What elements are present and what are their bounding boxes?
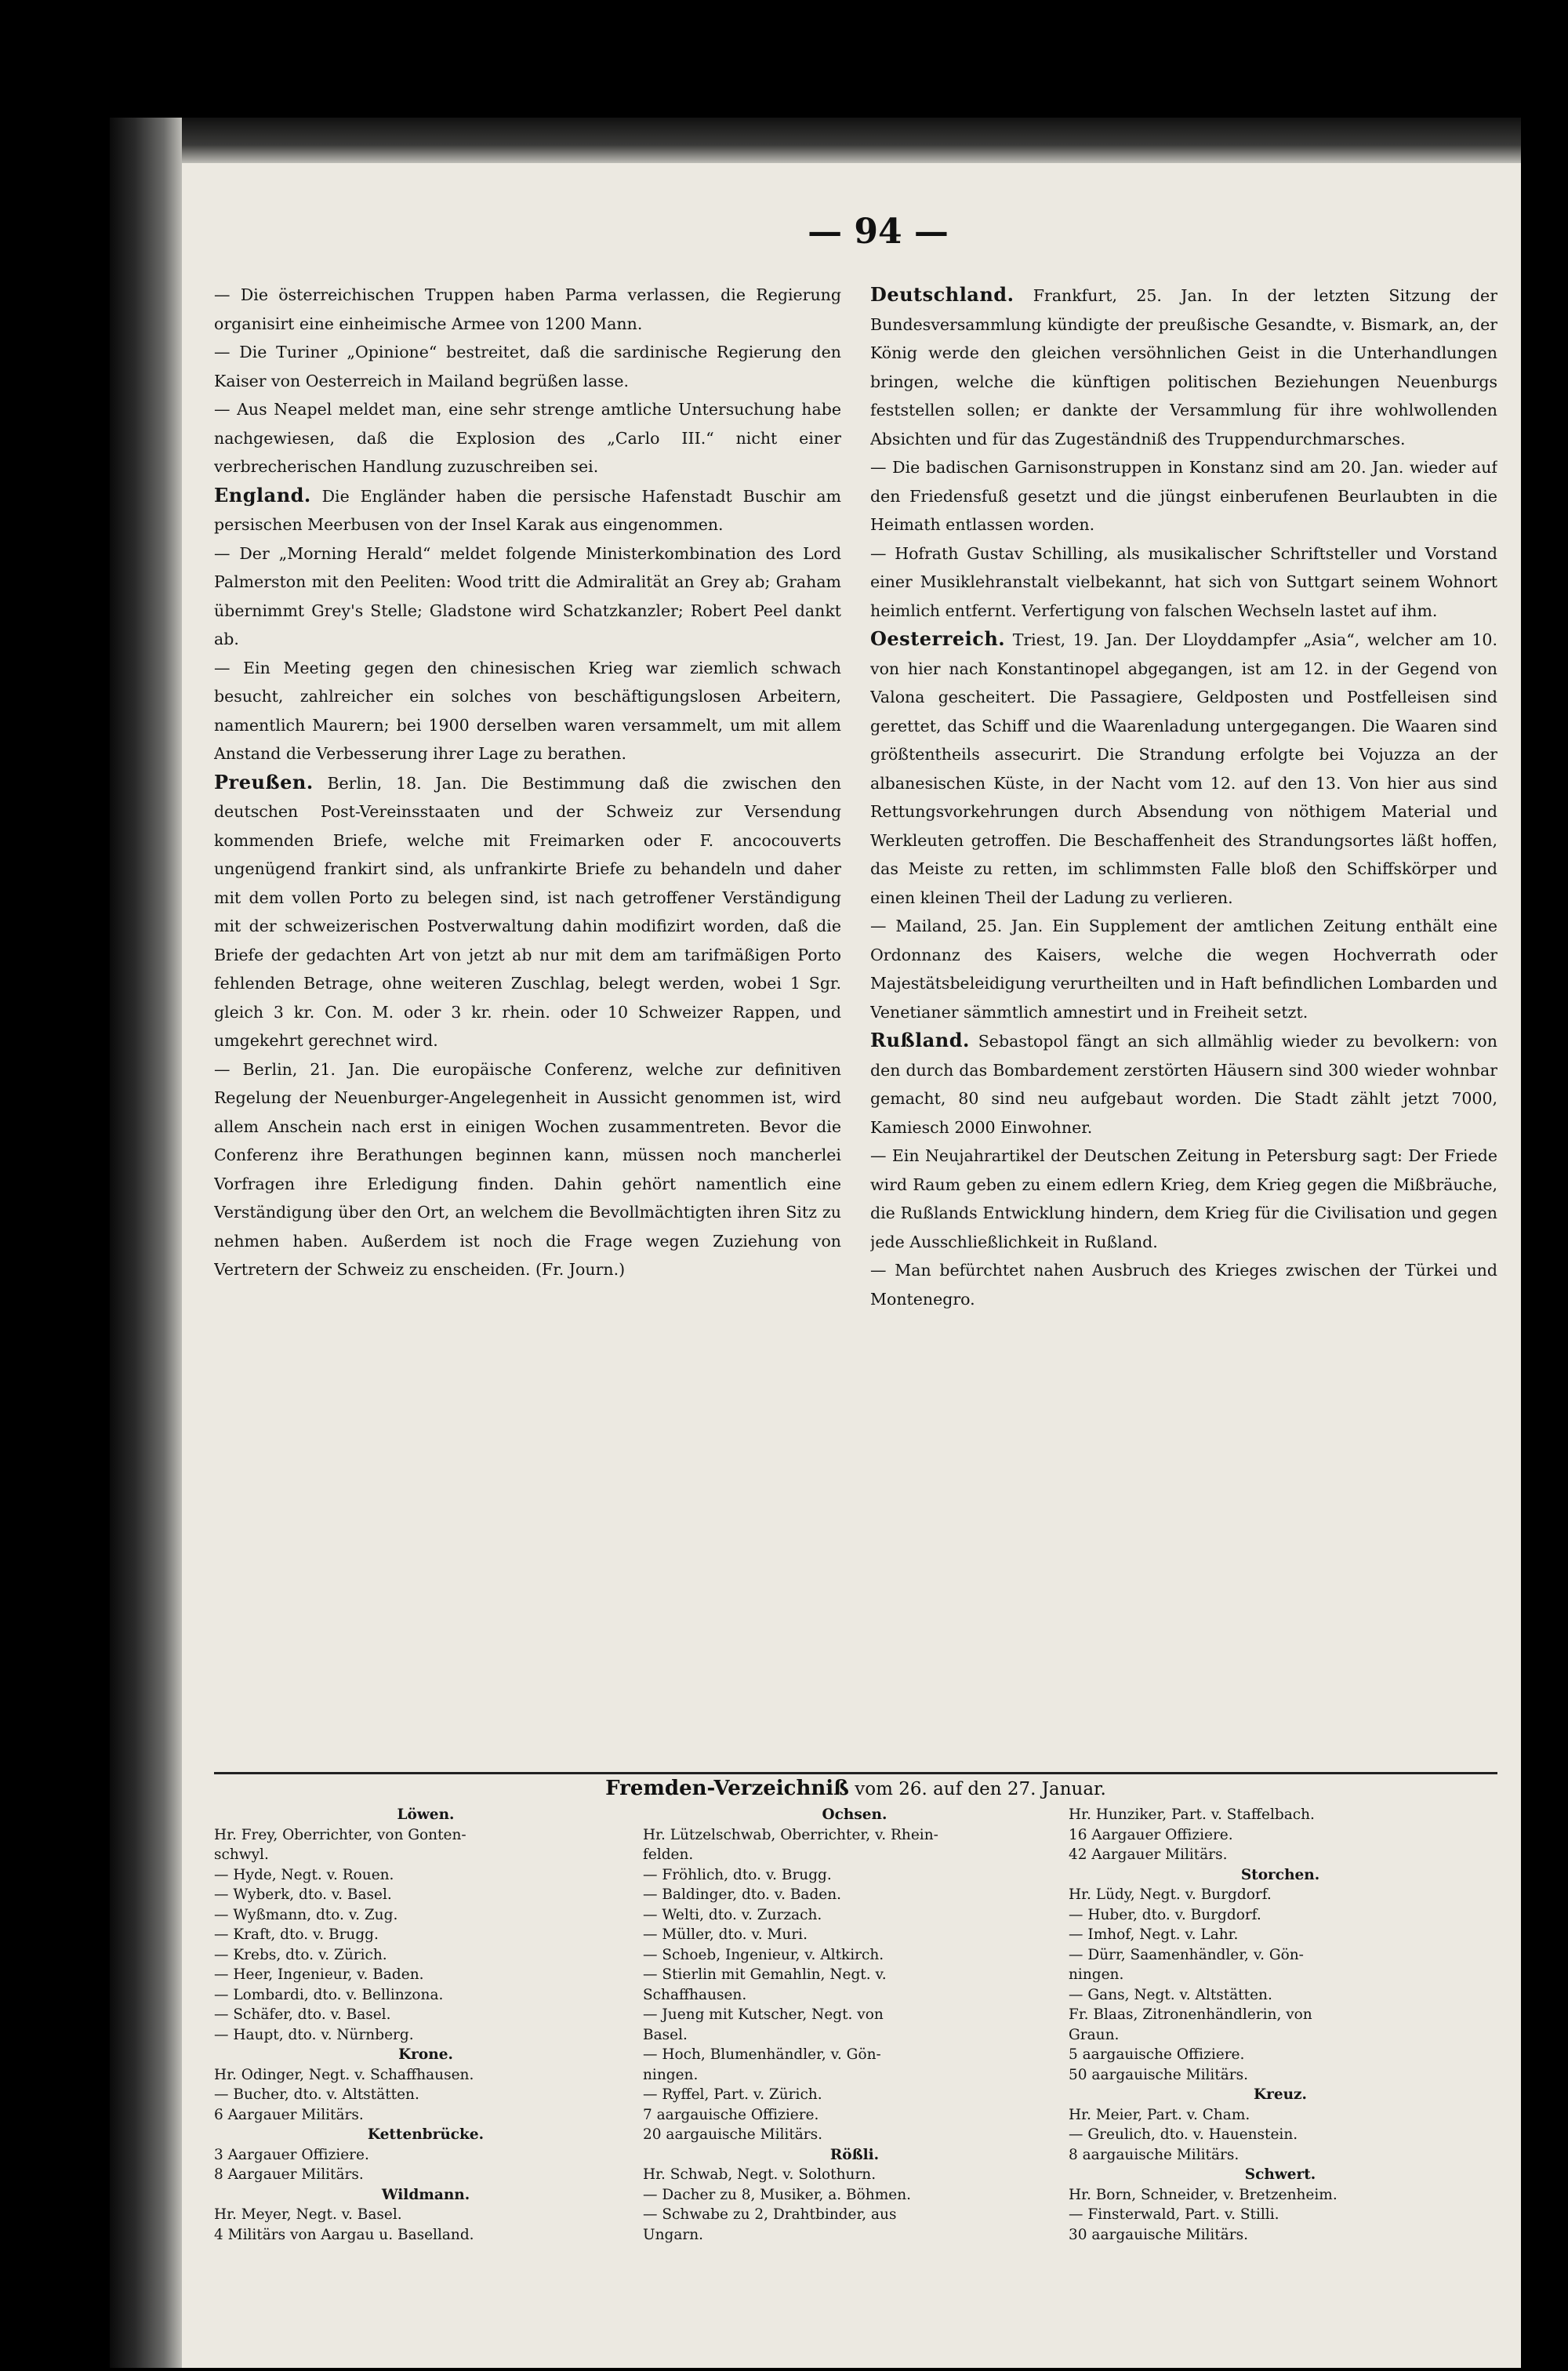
hotel-name: Wildmann.	[381, 2186, 470, 2203]
article-paragraph	[870, 453, 1497, 539]
guest-entry: — Imhof, Negt. v. Lahr.	[1069, 1926, 1239, 1943]
guest-entry: Hr. Meyer, Negt. v. Basel.	[214, 2206, 402, 2223]
guest-entry: — Dürr, Saamenhändler, v. Gön-	[1069, 1946, 1304, 1963]
paragraph-text: — Mailand, 25. Jan. Ein Supplement der amtlichen Zeitung enthält eine Ordonnanz des Kaisers, welche die wegen Hochverrath oder Majestätsbeleidigung verurtheilten und in Haft befindlichen Lombarden und Venetianer sämmtlich amnestirt und in Freiheit setzt.	[870, 917, 1497, 1022]
paragraph-text: — Ein Neujahrartikel der Deutschen Zeitung in Petersburg sagt: Der Friede wird Raum geben zu einem edlern Krieg, dem Krieg gegen die Mißbräuche, die Rußlands Entwicklung hindern, dem Krieg für die Civilisation und gegen jede Ausschließlichkeit in Rußland.	[870, 1146, 1497, 1251]
guest-entry: — Welti, dto. v. Zurzach.	[643, 1906, 822, 1923]
section-heading: Oesterreich.	[870, 627, 1006, 650]
guest-entry: ningen.	[1069, 1966, 1124, 1983]
guest-entry: — Kraft, dto. v. Brugg.	[214, 1926, 379, 1943]
book-spine-shadow	[110, 118, 182, 2368]
guest-entry: — Fröhlich, dto. v. Brugg.	[643, 1866, 832, 1883]
guest-entry: schwyl.	[214, 1846, 269, 1863]
hotel-name: Kettenbrücke.	[367, 2126, 485, 2143]
paragraph-text: — Man befürchtet nahen Ausbruch des Krieges zwischen der Türkei und Montenegro.	[870, 1261, 1497, 1309]
guest-entry: 4 Militärs von Aargau u. Baselland.	[214, 2226, 474, 2243]
guest-entry: — Hyde, Negt. v. Rouen.	[214, 1866, 394, 1883]
paragraph-text: Triest, 19. Jan. Der Lloyddampfer „Asia“, welcher am 10. von hier nach Konstantinopel abgegangen, ist am 12. in der Gegend von Valona gescheitert. Die Passagiere, Geldposten und Postfelleisen sind gerettet, das Schiff und die Waarenladung untergegangen. Die Waaren sind größtentheils assecurirt. Die Strandung erfolgte bei Vojuzza an der albanesischen Küste, in der Nacht vom 12. auf den 13. Von hier aus sind Rettungsvorkehrungen durch Absendung von nöthigem Material und Werkleuten getroffen. Die Beschaffenheit des Strandungsortes läßt hoffen, das Meiste zu retten, im schlimmsten Falle bloß den Schiffskörper und einen kleinen Theil der Ladung zu verlieren.	[870, 630, 1497, 907]
guest-entry: 3 Aargauer Offiziere.	[214, 2146, 369, 2163]
guest-entry: Hr. Hunziker, Part. v. Staffelbach.	[1069, 1806, 1315, 1823]
article-paragraph	[870, 1256, 1497, 1313]
guest-entry: 50 aargauische Militärs.	[1069, 2066, 1249, 2083]
hotel-name: Löwen.	[397, 1806, 455, 1823]
paragraph-text: — Ein Meeting gegen den chinesischen Krieg war ziemlich schwach besucht, zahlreicher ein solches von beschäftigungslosen Arbeitern, namentlich Maurern; bei 1900 derselben waren versammelt, um mit allem Anstand die Verbesserung ihrer Lage zu berathen.	[214, 658, 841, 763]
guest-list-column-2	[643, 1805, 1066, 2354]
guest-entry: — Baldinger, dto. v. Baden.	[643, 1886, 842, 1903]
guest-entry: 16 Aargauer Offiziere.	[1069, 1826, 1233, 1843]
paragraph-text: — Die Turiner „Opinione“ bestreitet, daß die sardinische Regierung den Kaiser von Oesterreich in Mailand begrüßen lasse.	[214, 343, 841, 390]
fremden-verzeichnis-heading	[214, 1777, 1497, 1800]
section-heading: Rußland.	[870, 1029, 970, 1051]
guest-entry: — Wyberk, dto. v. Basel.	[214, 1886, 392, 1903]
article-paragraph	[870, 539, 1497, 626]
newspaper-page	[110, 118, 1521, 2368]
guest-entry: — Ryffel, Part. v. Zürich.	[643, 2086, 822, 2103]
article-paragraph	[214, 539, 841, 654]
guest-entry: — Lombardi, dto. v. Bellinzona.	[214, 1986, 444, 2003]
guest-entry: felden.	[643, 1846, 694, 1863]
guest-entry: 5 aargauische Offiziere.	[1069, 2046, 1245, 2063]
guest-list-column-1	[214, 1805, 637, 2354]
article-paragraph	[214, 338, 841, 395]
guest-entry: ningen.	[643, 2066, 699, 2083]
guest-entry: — Haupt, dto. v. Nürnberg.	[214, 2026, 414, 2043]
guest-entry: — Finsterwald, Part. v. Stilli.	[1069, 2206, 1279, 2223]
guest-entry: 8 Aargauer Militärs.	[214, 2166, 364, 2183]
guest-entry: — Bucher, dto. v. Altstätten.	[214, 2086, 419, 2103]
guest-entry: — Dacher zu 8, Musiker, a. Böhmen.	[643, 2186, 911, 2203]
guest-entry: — Wyßmann, dto. v. Zug.	[214, 1906, 398, 1923]
article-paragraph	[870, 912, 1497, 1026]
guest-entry: 8 aargauische Militärs.	[1069, 2146, 1240, 2163]
hotel-name: Schwert.	[1244, 2166, 1316, 2183]
guest-entry: Hr. Schwab, Negt. v. Solothurn.	[643, 2166, 877, 2183]
hotel-name: Rößli.	[829, 2146, 880, 2163]
article-paragraph	[214, 481, 841, 539]
hotel-name: Kreuz.	[1254, 2086, 1307, 2103]
article-paragraph	[870, 625, 1497, 912]
guest-entry: — Stierlin mit Gemahlin, Negt. v.	[643, 1966, 887, 1983]
guest-entry: Graun.	[1069, 2026, 1120, 2043]
guest-entry: — Schoeb, Ingenieur, v. Altkirch.	[643, 1946, 884, 1963]
guest-entry: Hr. Odinger, Negt. v. Schaffhausen.	[214, 2066, 474, 2083]
section-heading: England.	[214, 483, 311, 507]
article-paragraph	[870, 281, 1497, 453]
guest-entry: Ungarn.	[643, 2226, 704, 2243]
guest-entry: Fr. Blaas, Zitronenhändlerin, von	[1069, 2006, 1312, 2023]
page-number: — 94 —	[808, 212, 949, 252]
article-paragraph	[214, 768, 841, 1055]
page-top-shadow	[182, 118, 1521, 163]
paragraph-text: Frankfurt, 25. Jan. In der letzten Sitzung der Bundesversammlung kündigte der preußische Gesandte, v. Bismark, an, der König werde den gleichen versöhnlichen Geist in die Unterhandlungen bringen, welche die künftigen politischen Beziehungen Neuenburgs feststellen sollen; er dankte der Versammlung für ihre wohlwollenden Absichten und für das Zugeständniß des Truppendurchmarsches.	[870, 286, 1497, 448]
guest-entry: 42 Aargauer Militärs.	[1069, 1846, 1228, 1863]
paragraph-text: — Hofrath Gustav Schilling, als musikalischer Schriftsteller und Vorstand einer Musiklehranstalt vielbekannt, hat sich von Suttgart seinem Wohnort heimlich entfernt. Verfertigung von falschen Wechseln lastet auf ihm.	[870, 543, 1497, 620]
guest-entry: — Heer, Ingenieur, v. Baden.	[214, 1966, 424, 1983]
paragraph-text: — Aus Neapel meldet man, eine sehr strenge amtliche Untersuchung habe nachgewiesen, daß die Explosion des „Carlo III.“ nicht einer verbrecherischen Handlung zuzuschreiben sei.	[214, 400, 841, 476]
guest-entry: — Jueng mit Kutscher, Negt. von	[643, 2006, 884, 2023]
paragraph-text: Berlin, 18. Jan. Die Bestimmung daß die zwischen den deutschen Post-Vereinsstaaten und der Schweiz zur Versendung kommenden Briefe, welche mit Freimarken oder F. ancocouverts ungenügend frankirt sind, als unfrankirte Briefe zu behandeln und daher mit dem vollen Porto zu belegen sind, ist nach getroffener Verständigung mit der schweizerischen Postverwaltung dahin modifizirt worden, daß die Briefe der gedachten Art von jetzt ab nur mit dem am tarifmäßigen Porto fehlenden Betrage, ohne weiteren Zuschlag, belegt werden, wobei 1 Sgr. gleich 3 kr. Con. M. oder 3 kr. rhein. oder 10 Schweizer Rappen, und umgekehrt gerechnet wird.	[214, 773, 841, 1050]
paragraph-text: — Die österreichischen Truppen haben Parma verlassen, die Regierung organisirt eine einheimische Armee von 1200 Mann.	[214, 285, 841, 333]
paragraph-text: — Der „Morning Herald“ meldet folgende Ministerkombination des Lord Palmerston mit den Peeliten: Wood tritt die Admiralität an Grey ab; Graham übernimmt Grey's Stelle; Gladstone wird Schatzkanzler; Robert Peel dankt ab.	[214, 543, 841, 648]
guest-list-column-3	[1069, 1805, 1492, 2354]
article-paragraph	[214, 1055, 841, 1284]
guest-entry: — Schwabe zu 2, Drahtbinder, aus	[643, 2206, 897, 2223]
paragraph-text: Sebastopol fängt an sich allmählig wieder zu bevolkern: von den durch das Bombardement zerstörten Häusern sind 300 wieder wohnbar gemacht, 80 sind neu aufgebaut worden. Die Stadt zählt jetzt 7000, Kamiesch 2000 Einwohner.	[870, 1032, 1497, 1137]
left-column	[214, 281, 841, 1769]
guest-entry: 20 aargauische Militärs.	[643, 2126, 823, 2143]
guest-entry: Hr. Frey, Oberrichter, von Gonten-	[214, 1826, 466, 1843]
guest-entry: — Schäfer, dto. v. Basel.	[214, 2006, 391, 2023]
article-paragraph	[214, 281, 841, 338]
paragraph-text: — Die badischen Garnisonstruppen in Konstanz sind am 20. Jan. wieder auf den Friedensfuß gesetzt und die jüngst einberufenen Beurlaubten in die Heimath entlassen worden.	[870, 458, 1497, 534]
right-column	[870, 281, 1497, 1769]
paragraph-text: Die Engländer haben die persische Hafenstadt Buschir am persischen Meerbusen von der Insel Karak aus eingenommen.	[214, 486, 841, 534]
hotel-name: Storchen.	[1240, 1866, 1320, 1883]
guest-entry: 6 Aargauer Militärs.	[214, 2106, 364, 2123]
section-divider	[214, 1772, 1497, 1774]
guest-entry: Schaffhausen.	[643, 1986, 747, 2003]
guest-entry: 7 aargauische Offiziere.	[643, 2106, 819, 2123]
guest-entry: Hr. Lüdy, Negt. v. Burgdorf.	[1069, 1886, 1272, 1903]
paragraph-text: — Berlin, 21. Jan. Die europäische Conferenz, welche zur definitiven Regelung der Neuenburger-Angelegenheit in Aussicht genommen ist, wird allem Anschein nach erst in einigen Wochen zusammentreten. Bevor die Conferenz ihre Berathungen beginnen kann, müssen noch mancherlei Vorfragen ihre Erledigung finden. Dahin gehört namentlich eine Verständigung über den Ort, an welchem die Bevollmächtigten ihren Sitz zu nehmen haben. Außerdem ist noch die Frage wegen Zuziehung von Vertretern der Schweiz zu enscheiden. (Fr. Journ.)	[214, 1059, 841, 1279]
guest-entry: Basel.	[643, 2026, 688, 2043]
article-paragraph	[870, 1142, 1497, 1256]
guest-entry: 30 aargauische Militärs.	[1069, 2226, 1249, 2243]
guest-entry: Hr. Born, Schneider, v. Bretzenheim.	[1069, 2186, 1338, 2203]
guest-entry: — Huber, dto. v. Burgdorf.	[1069, 1906, 1261, 1923]
guest-entry: — Greulich, dto. v. Hauenstein.	[1069, 2126, 1298, 2143]
fremden-subtitle: vom 26. auf den 27. Januar.	[855, 1779, 1106, 1799]
fremden-title: Fremden-Verzeichniß	[605, 1777, 849, 1800]
hotel-name: Krone.	[398, 2046, 453, 2063]
guest-entry: Hr. Lützelschwab, Oberrichter, v. Rhein-	[643, 1826, 938, 1843]
guest-entry: Hr. Meier, Part. v. Cham.	[1069, 2106, 1250, 2123]
section-heading: Deutschland.	[870, 283, 1014, 306]
article-paragraph	[214, 654, 841, 768]
guest-entry: — Krebs, dto. v. Zürich.	[214, 1946, 387, 1963]
article-paragraph	[870, 1026, 1497, 1142]
section-heading: Preußen.	[214, 770, 314, 793]
guest-entry: — Hoch, Blumenhändler, v. Gön-	[643, 2046, 881, 2063]
guest-entry: — Müller, dto. v. Muri.	[643, 1926, 808, 1943]
guest-entry: — Gans, Negt. v. Altstätten.	[1069, 1986, 1272, 2003]
hotel-name: Ochsen.	[822, 1806, 887, 1823]
article-paragraph	[214, 395, 841, 481]
